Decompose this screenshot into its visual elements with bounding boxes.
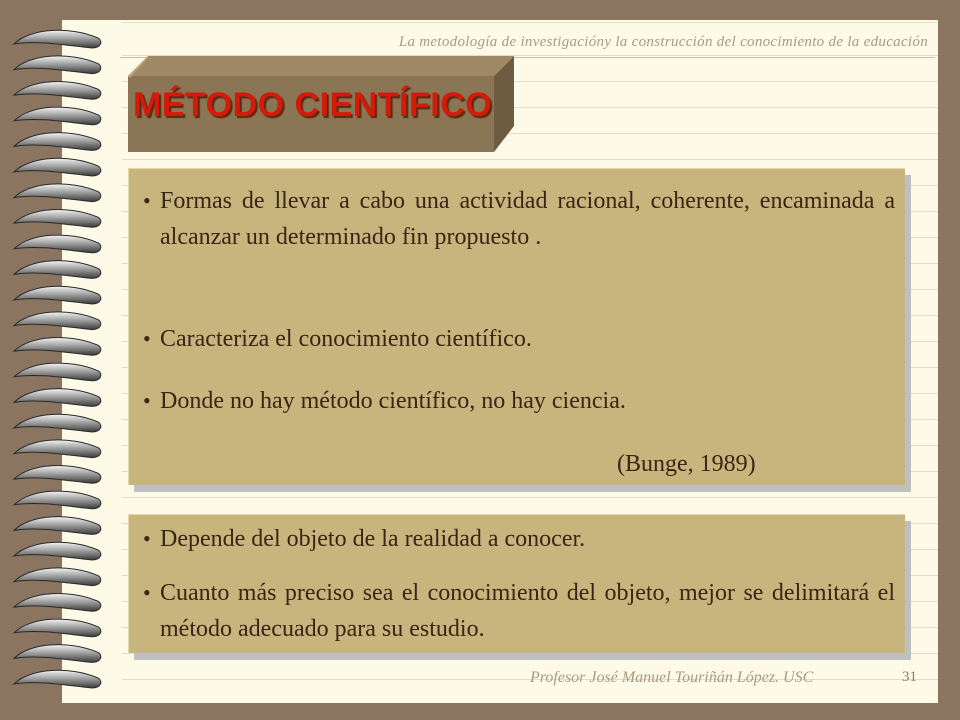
list-item: [143, 521, 895, 557]
item-text: Cuanto más preciso sea el conocimiento del objeto, mejor se delimitará el método adecuado para su estudio.: [160, 580, 895, 642]
page-number: 31: [902, 669, 917, 685]
spiral-coil: [14, 158, 101, 176]
spiral-coil: [14, 593, 101, 611]
spiral-coil: [14, 184, 101, 202]
list-item: [143, 575, 895, 647]
spiral-coil: [14, 107, 101, 125]
bullet: •: [143, 188, 151, 213]
spiral-coil: [14, 491, 101, 509]
list-item: [143, 383, 895, 419]
spiral-coil: [14, 389, 101, 407]
spiral-coil: [14, 517, 101, 535]
spiral-coil: [14, 261, 101, 279]
slide-title: MÉTODO CIENTÍFICO: [133, 86, 493, 124]
spiral-coil: [14, 312, 101, 330]
bullet: •: [143, 580, 151, 605]
item-text: Caracteriza el conocimiento científico.: [160, 326, 532, 352]
spiral-coil: [14, 568, 101, 586]
list-item: [143, 321, 895, 357]
spiral-coil: [14, 30, 101, 48]
object-panel: [128, 514, 905, 653]
spiral-coil: [14, 81, 101, 99]
spiral-coil: [14, 235, 101, 253]
item-text: Formas de llevar a cabo una actividad racional, coherente, encaminada a alcanzar un determinado fin propuesto .: [160, 188, 895, 250]
spiral-coil: [14, 337, 101, 355]
spiral-coil: [14, 414, 101, 432]
spiral-coil: [14, 619, 101, 637]
spiral-coil: [14, 440, 101, 458]
item-text: Donde no hay método científico, no hay ciencia.: [160, 388, 626, 414]
spiral-coil: [14, 363, 101, 381]
bullet: •: [143, 388, 151, 413]
spiral-coil: [14, 133, 101, 151]
citation: (Bunge, 1989): [617, 451, 756, 477]
spiral-coil: [14, 209, 101, 227]
definition-panel: [128, 168, 905, 485]
spiral-coil: [14, 542, 101, 560]
bullet: •: [143, 326, 151, 351]
spiral-coil: [14, 645, 101, 663]
header-subtitle: La metodología de investigacióny la construcción del conocimiento de la educación: [398, 34, 928, 50]
spiral-coil: [14, 465, 101, 483]
spiral-coil: [14, 670, 101, 688]
spiral-coil: [14, 286, 101, 304]
spiral-binding-icon: [0, 26, 110, 698]
item-text: Depende del objeto de la realidad a conocer.: [160, 526, 586, 552]
footer-author: Profesor José Manuel Touriñán López. USC: [530, 669, 814, 686]
spiral-coil: [14, 56, 101, 74]
list-item: [143, 183, 895, 255]
bullet: •: [143, 526, 151, 551]
